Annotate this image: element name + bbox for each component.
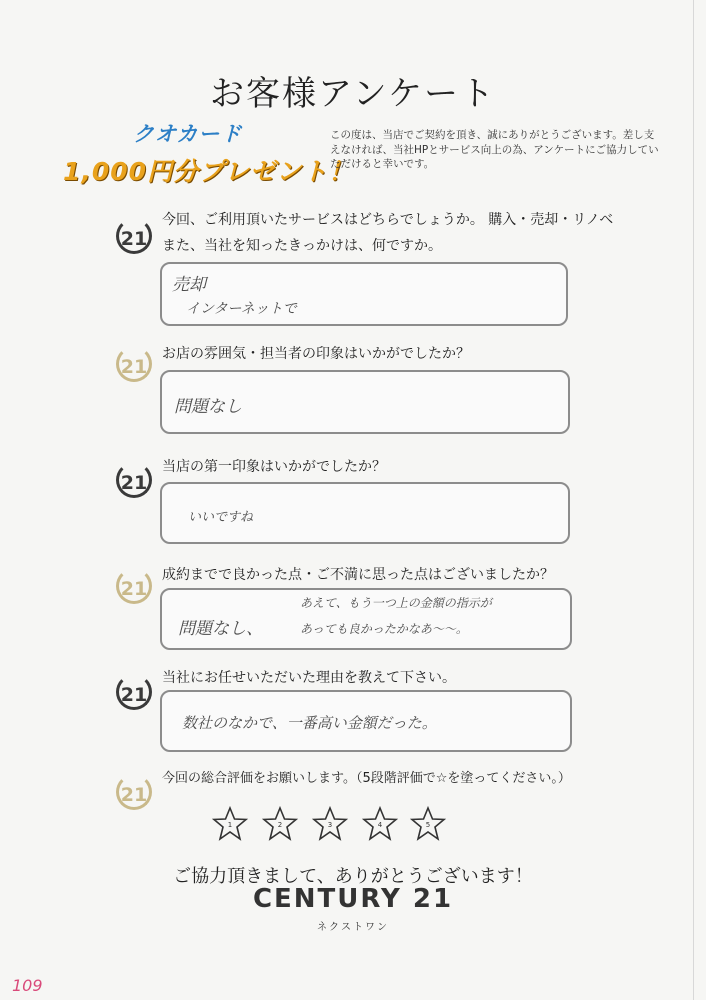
question-5: 当社にお任せいただいた理由を教えて下さい。 [162,670,456,686]
answer-5: 数社のなかで、一番高い金額だった。 [182,714,437,732]
rating-star-1[interactable] [212,806,248,842]
question-1-line2: また、当社を知ったきっかけは、何ですか。 [162,238,442,254]
page-edge-line [693,0,694,1000]
promo-present: 1,000円分プレゼント！ [63,157,355,186]
star-label: 5 [425,821,431,829]
answer-box-5[interactable] [160,690,572,752]
question-2: お店の雰囲気・担当者の印象はいかがでしたか？ [162,346,470,362]
question-6: 今回の総合評価をお願いします。（5段階評価で☆を塗ってください。） [162,771,571,786]
century21-logo-icon: 21 [116,674,152,710]
thank-you-message: ご協力頂きまして、ありがとうございます！ [173,866,533,887]
star-label: 3 [327,821,333,829]
intro-text: この度は、当店でご契約を頂き、誠にありがとうございます。差し支えなければ、当社HPとサービス向上の為、アンケートにご協力していただけると幸いです。 [330,129,659,170]
answer-1-line1: 売却 [172,275,206,295]
answer-4-right-line2: あっても良かったかなあ～～。 [300,622,468,636]
century21-logo-icon: 21 [116,462,152,498]
answer-4-left: 問題なし、 [178,619,263,639]
century21-logo-icon: 21 [116,568,152,604]
rating-star-2[interactable] [262,806,298,842]
promo-quocard: クオカード [133,122,243,146]
answer-2: 問題なし [174,397,242,417]
answer-box-3[interactable] [160,482,570,544]
century21-logo-icon: 21 [116,218,152,254]
century21-logo-icon: 21 [116,774,152,810]
answer-box-4[interactable] [160,588,572,650]
star-label: 1 [227,821,233,829]
answer-box-1[interactable] [160,262,568,326]
rating-star-4[interactable] [362,806,398,842]
answer-1-line2: インターネットで [186,301,297,317]
answer-box-2[interactable] [160,370,570,434]
star-label: 4 [377,821,383,829]
star-label: 2 [277,821,283,829]
answer-4-right-line1: あえて、もう一つ上の金額の指示が [300,596,492,610]
answer-3: いいですね [188,510,254,525]
rating-star-3[interactable] [312,806,348,842]
question-4: 成約までで良かった点・ご不満に思った点はございましたか？ [162,567,554,583]
page-number: 109 [12,976,43,995]
century21-logo-icon: 21 [116,346,152,382]
brand-subtitle: ネクストワン [317,922,389,933]
rating-star-5[interactable] [410,806,446,842]
survey-title: お客様アンケート [210,74,496,114]
question-3: 当店の第一印象はいかがでしたか？ [162,459,386,475]
question-1-line1: 今回、ご利用頂いたサービスはどちらでしょうか。 購入・売却・リノベ [162,212,614,228]
century21-brand-logo: CENTURY 21 [252,884,454,914]
